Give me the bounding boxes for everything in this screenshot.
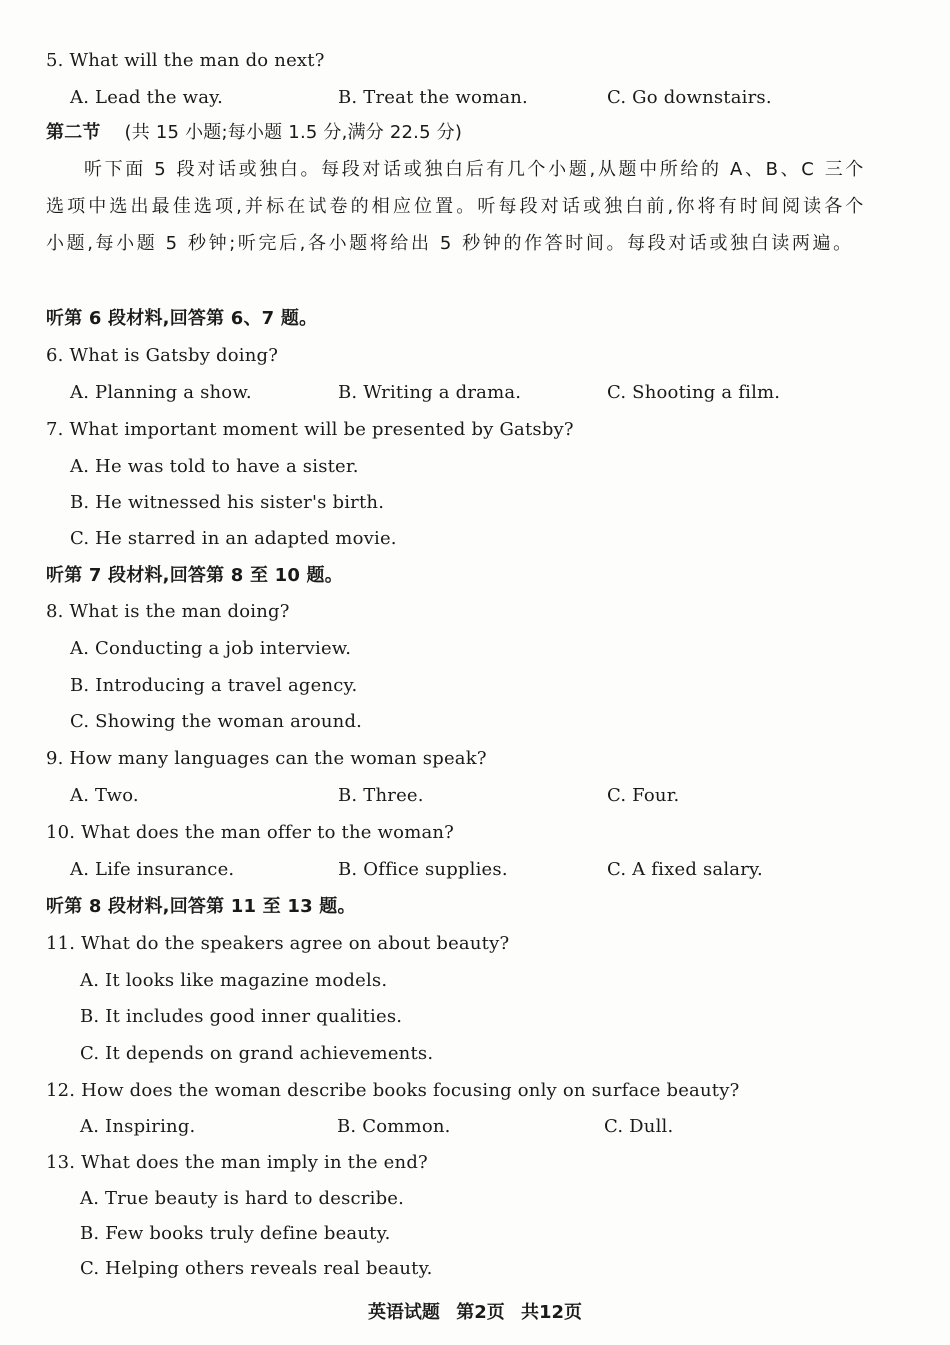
section-instructions: 听下面 5 段对话或独白。每段对话或独白后有几个小题,从题中所给的 A、B、C 三个选项中选出最佳选项,并标在试卷的相应位置。听每段对话或独白前,你将有时间阅读各个小题,每小题 5 秒钟;听完后,各小题将给出 5 秒钟的作答时间。每段对话或独白读两遍。 (46, 159, 866, 254)
q8-option-a: A. Conducting a job interview. (70, 638, 352, 659)
question-13: 13. What does the man imply in the end? (46, 1152, 428, 1173)
q11-option-b: B. It includes good inner qualities. (80, 1006, 403, 1027)
q5-option-b: B. Treat the woman. (338, 87, 528, 108)
q12-option-c: C. Dull. (604, 1116, 674, 1137)
q8-option-c: C. Showing the woman around. (70, 711, 363, 732)
question-9: 9. How many languages can the woman speak? (46, 748, 487, 769)
q12-option-a: A. Inspiring. (80, 1116, 196, 1137)
q7-option-a: A. He was told to have a sister. (70, 456, 359, 477)
q8-option-b: B. Introducing a travel agency. (70, 675, 358, 696)
q13-option-b: B. Few books truly define beauty. (80, 1223, 391, 1244)
q5-option-a: A. Lead the way. (70, 87, 224, 108)
q9-option-b: B. Three. (338, 785, 424, 806)
q6-option-b: B. Writing a drama. (338, 382, 522, 403)
page-footer: 英语试题 第2页 共12页 (367, 1302, 583, 1323)
q11-option-a: A. It looks like magazine models. (80, 970, 388, 991)
q10-option-c: C. A fixed salary. (607, 859, 763, 880)
question-5: 5. What will the man do next? (46, 50, 325, 71)
q7-option-c: C. He starred in an adapted movie. (70, 528, 397, 549)
q6-option-a: A. Planning a show. (70, 382, 252, 403)
q10-option-a: A. Life insurance. (70, 859, 235, 880)
section-heading (46, 121, 462, 145)
q13-option-c: C. Helping others reveals real beauty. (80, 1258, 433, 1279)
material-6-heading: 听第 6 段材料,回答第 6、7 题。 (46, 308, 318, 329)
section-note: (共 15 小题;每小题 1.5 分,满分 22.5 分) (124, 122, 463, 143)
section-title: 第二节 (46, 122, 101, 143)
question-8: 8. What is the man doing? (46, 601, 290, 622)
question-12: 12. How does the woman describe books focusing only on surface beauty? (46, 1080, 740, 1101)
q10-option-b: B. Office supplies. (338, 859, 508, 880)
question-7: 7. What important moment will be presented by Gatsby? (46, 419, 574, 440)
q9-option-c: C. Four. (607, 785, 680, 806)
material-7-heading: 听第 7 段材料,回答第 8 至 10 题。 (46, 565, 343, 586)
question-11: 11. What do the speakers agree on about beauty? (46, 933, 510, 954)
q5-option-c: C. Go downstairs. (607, 87, 772, 108)
material-8-heading: 听第 8 段材料,回答第 11 至 13 题。 (46, 896, 356, 917)
question-10: 10. What does the man offer to the woman? (46, 822, 455, 843)
q13-option-a: A. True beauty is hard to describe. (80, 1188, 405, 1209)
q9-option-a: A. Two. (70, 785, 139, 806)
q7-option-b: B. He witnessed his sister's birth. (70, 492, 385, 513)
q6-option-c: C. Shooting a film. (607, 382, 781, 403)
q11-option-c: C. It depends on grand achievements. (80, 1043, 434, 1064)
question-6: 6. What is Gatsby doing? (46, 345, 279, 366)
q12-option-b: B. Common. (337, 1116, 451, 1137)
